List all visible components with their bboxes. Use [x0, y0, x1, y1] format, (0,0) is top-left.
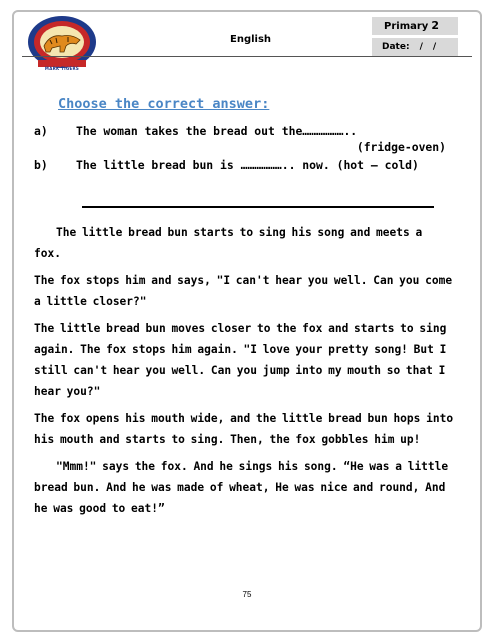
date-tag [372, 38, 458, 56]
header-rule [22, 56, 472, 57]
story-paragraph: The little bread bun starts to sing his song and meets a fox. [34, 226, 423, 260]
page-header [0, 0, 494, 80]
worksheet-content [34, 96, 454, 525]
story-paragraph: The fox opens his mouth wide, and the little bread bun hops into his mouth and starts to sing. Then, the fox gobbles him up! [34, 412, 454, 446]
date-slash-1: / [419, 42, 423, 52]
story-paragraph: "Mmm!" says the fox. And he sings his song. “He was a little bread bun. And he was made of wheat, He was nice and round, And he was good to eat!” [34, 460, 449, 515]
exercise-heading: Choose the correct answer: [58, 96, 270, 112]
question-letter: b) [34, 158, 48, 172]
section-divider [82, 206, 434, 208]
date-label: Date: [382, 42, 410, 52]
primary-tag [372, 17, 458, 35]
question-letter: a) [34, 124, 48, 138]
question-text: The little bread bun is ……………….. now. (hot – cold) [76, 158, 419, 172]
question-a [34, 124, 454, 138]
story-paragraph: The little bread bun moves closer to the fox and starts to sing again. The fox stops him again. "I love your pretty song! But I still can't hear you well. Can you jump into my mouth so that I hear you?" [34, 322, 447, 398]
tiger-logo-icon [24, 12, 100, 74]
logo-caption: MARK TIGERS [44, 66, 80, 71]
subject-label: English [230, 34, 272, 45]
date-slash-2: / [432, 42, 437, 52]
primary-label: Primary [384, 21, 429, 32]
story-paragraph: The fox stops him and says, "I can't hear you well. Can you come a little closer?" [34, 274, 453, 308]
primary-number: 2 [431, 19, 439, 32]
question-a-options: (fridge-oven) [356, 140, 446, 154]
question-text: The woman takes the bread out the……………….. [76, 124, 358, 138]
question-b [34, 158, 454, 172]
school-logo [24, 12, 100, 74]
page-number: 75 [242, 590, 252, 599]
